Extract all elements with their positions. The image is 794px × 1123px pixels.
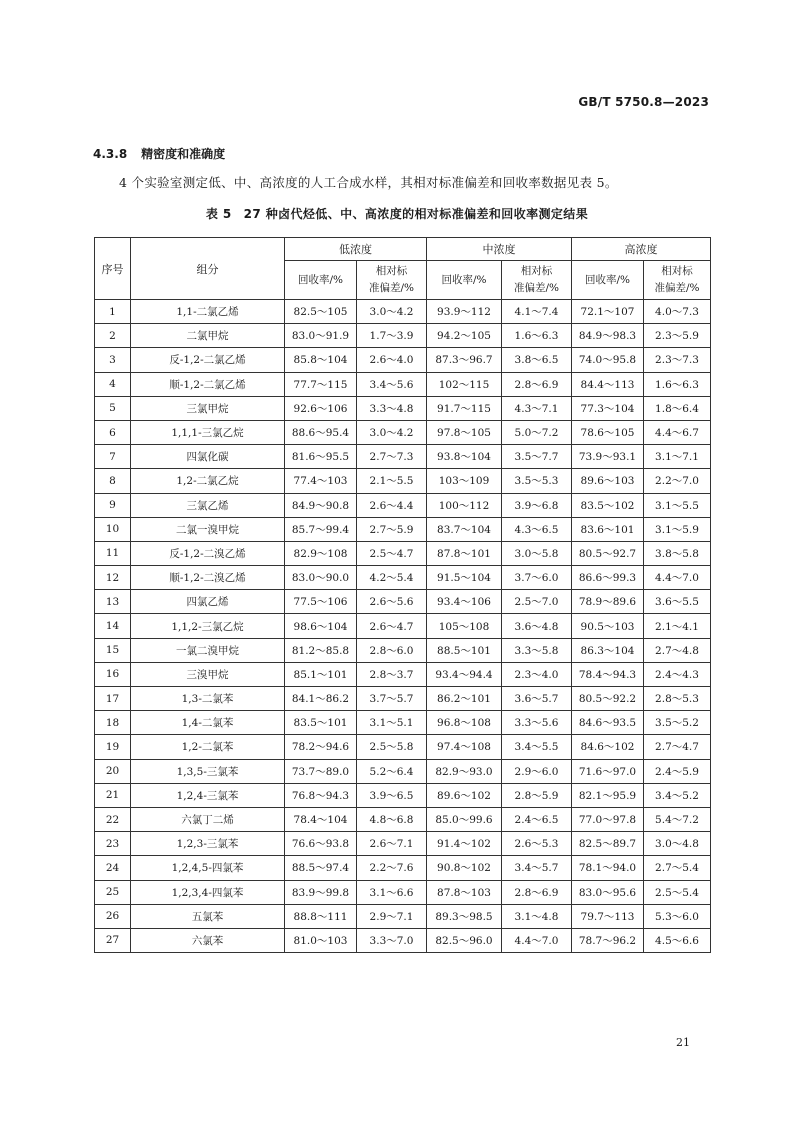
cell-high-rsd: 4.4～6.7 — [644, 420, 711, 444]
cell-high-rsd: 4.0～7.3 — [644, 300, 711, 324]
cell-index: 18 — [95, 711, 131, 735]
table-row — [95, 517, 711, 541]
cell-low-recovery: 82.5～105 — [285, 300, 357, 324]
cell-mid-recovery: 97.4～108 — [427, 735, 502, 759]
cell-low-rsd: 1.7～3.9 — [357, 324, 427, 348]
cell-low-rsd: 4.2～5.4 — [357, 566, 427, 590]
cell-mid-recovery: 91.7～115 — [427, 396, 502, 420]
cell-low-rsd: 5.2～6.4 — [357, 759, 427, 783]
cell-high-recovery: 80.5～92.2 — [572, 687, 644, 711]
cell-component: 四氯乙烯 — [131, 590, 285, 614]
header-component: 组分 — [131, 238, 285, 300]
cell-low-recovery: 84.1～86.2 — [285, 687, 357, 711]
cell-component: 三溴甲烷 — [131, 662, 285, 686]
cell-mid-recovery: 89.6～102 — [427, 783, 502, 807]
cell-mid-recovery: 90.8～102 — [427, 856, 502, 880]
cell-component: 二氯甲烷 — [131, 324, 285, 348]
cell-high-rsd: 4.5～6.6 — [644, 928, 711, 952]
cell-high-rsd: 3.0～4.8 — [644, 832, 711, 856]
cell-index: 26 — [95, 904, 131, 928]
cell-high-rsd: 1.6～6.3 — [644, 372, 711, 396]
cell-low-recovery: 73.7～89.0 — [285, 759, 357, 783]
cell-mid-recovery: 87.3～96.7 — [427, 348, 502, 372]
cell-high-rsd: 2.5～5.4 — [644, 880, 711, 904]
body-paragraph: 4 个实验室测定低、中、高浓度的人工合成水样，其相对标准偏差和回收率数据见表 5。 — [119, 175, 618, 190]
cell-component: 顺-1,2-二氯乙烯 — [131, 372, 285, 396]
cell-index: 6 — [95, 420, 131, 444]
cell-mid-rsd: 2.4～6.5 — [502, 807, 572, 831]
cell-high-recovery: 83.6～101 — [572, 517, 644, 541]
cell-mid-rsd: 3.3～5.6 — [502, 711, 572, 735]
cell-mid-recovery: 82.9～93.0 — [427, 759, 502, 783]
cell-index: 21 — [95, 783, 131, 807]
table-row — [95, 541, 711, 565]
cell-high-recovery: 80.5～92.7 — [572, 541, 644, 565]
cell-index: 27 — [95, 928, 131, 952]
table-caption — [0, 205, 794, 222]
header-high-rsd — [644, 261, 711, 300]
cell-low-recovery: 77.4～103 — [285, 469, 357, 493]
header-high-concentration: 高浓度 — [572, 238, 711, 261]
cell-mid-recovery: 87.8～101 — [427, 541, 502, 565]
rsd-line-2: 准偏差/% — [513, 282, 559, 294]
cell-low-rsd: 2.6～4.0 — [357, 348, 427, 372]
cell-low-rsd: 2.6～7.1 — [357, 832, 427, 856]
table-row — [95, 566, 711, 590]
cell-index: 15 — [95, 638, 131, 662]
cell-high-recovery: 90.5～103 — [572, 614, 644, 638]
cell-index: 11 — [95, 541, 131, 565]
cell-low-recovery: 78.2～94.6 — [285, 735, 357, 759]
cell-mid-rsd: 3.8～6.5 — [502, 348, 572, 372]
section-title: 精密度和准确度 — [141, 147, 226, 161]
cell-low-recovery: 92.6～106 — [285, 396, 357, 420]
cell-low-rsd: 3.9～6.5 — [357, 783, 427, 807]
cell-index: 12 — [95, 566, 131, 590]
cell-mid-rsd: 3.4～5.5 — [502, 735, 572, 759]
rsd-line-1: 相对标 — [520, 265, 553, 277]
rsd-line-2: 准偏差/% — [654, 282, 700, 294]
table-row — [95, 614, 711, 638]
table-row — [95, 928, 711, 952]
cell-low-rsd: 3.7～5.7 — [357, 687, 427, 711]
cell-low-recovery: 98.6～104 — [285, 614, 357, 638]
cell-high-recovery: 79.7～113 — [572, 904, 644, 928]
page-number: 21 — [676, 1036, 690, 1049]
cell-component: 三氯乙烯 — [131, 493, 285, 517]
cell-mid-rsd: 4.3～6.5 — [502, 517, 572, 541]
cell-component: 1,2,3-三氯苯 — [131, 832, 285, 856]
cell-high-recovery: 84.6～93.5 — [572, 711, 644, 735]
standard-code: GB/T 5750.8—2023 — [578, 95, 709, 109]
cell-index: 1 — [95, 300, 131, 324]
cell-component: 五氯苯 — [131, 904, 285, 928]
cell-high-rsd: 2.7～4.7 — [644, 735, 711, 759]
cell-low-recovery: 81.6～95.5 — [285, 445, 357, 469]
cell-high-rsd: 1.8～6.4 — [644, 396, 711, 420]
cell-low-rsd: 2.8～6.0 — [357, 638, 427, 662]
cell-low-rsd: 3.4～5.6 — [357, 372, 427, 396]
cell-low-rsd: 3.0～4.2 — [357, 300, 427, 324]
cell-high-rsd: 2.3～5.9 — [644, 324, 711, 348]
cell-component: 1,2,4,5-四氯苯 — [131, 856, 285, 880]
cell-component: 二氯一溴甲烷 — [131, 517, 285, 541]
cell-mid-rsd: 2.3～4.0 — [502, 662, 572, 686]
table-row — [95, 493, 711, 517]
section-number: 4.3.8 — [93, 147, 128, 161]
cell-low-recovery: 81.0～103 — [285, 928, 357, 952]
cell-mid-recovery: 102～115 — [427, 372, 502, 396]
cell-mid-rsd: 3.9～6.8 — [502, 493, 572, 517]
cell-low-rsd: 2.7～7.3 — [357, 445, 427, 469]
cell-high-rsd: 2.7～5.4 — [644, 856, 711, 880]
cell-mid-rsd: 4.3～7.1 — [502, 396, 572, 420]
cell-high-recovery: 83.0～95.6 — [572, 880, 644, 904]
cell-mid-recovery: 93.4～94.4 — [427, 662, 502, 686]
header-mid-rsd — [502, 261, 572, 300]
table-row — [95, 348, 711, 372]
table-row — [95, 324, 711, 348]
header-low-rsd — [357, 261, 427, 300]
cell-mid-rsd: 2.9～6.0 — [502, 759, 572, 783]
cell-component: 1,3,5-三氯苯 — [131, 759, 285, 783]
cell-low-rsd: 2.5～5.8 — [357, 735, 427, 759]
cell-mid-recovery: 105～108 — [427, 614, 502, 638]
table-row — [95, 372, 711, 396]
cell-low-rsd: 3.1～6.6 — [357, 880, 427, 904]
cell-index: 19 — [95, 735, 131, 759]
cell-low-recovery: 83.5～101 — [285, 711, 357, 735]
cell-mid-rsd: 3.6～4.8 — [502, 614, 572, 638]
cell-mid-rsd: 3.4～5.7 — [502, 856, 572, 880]
cell-high-recovery: 71.6～97.0 — [572, 759, 644, 783]
cell-component: 六氯苯 — [131, 928, 285, 952]
cell-low-rsd: 2.2～7.6 — [357, 856, 427, 880]
cell-high-rsd: 2.4～4.3 — [644, 662, 711, 686]
cell-high-recovery: 78.4～94.3 — [572, 662, 644, 686]
cell-mid-rsd: 1.6～6.3 — [502, 324, 572, 348]
header-row-1 — [95, 238, 711, 261]
header-low-recovery: 回收率/% — [285, 261, 357, 300]
cell-mid-rsd: 3.3～5.8 — [502, 638, 572, 662]
cell-component: 1,3-二氯苯 — [131, 687, 285, 711]
cell-high-rsd: 2.3～7.3 — [644, 348, 711, 372]
cell-high-recovery: 86.6～99.3 — [572, 566, 644, 590]
table-row — [95, 783, 711, 807]
header-high-recovery: 回收率/% — [572, 261, 644, 300]
cell-high-recovery: 73.9～93.1 — [572, 445, 644, 469]
cell-component: 1,2,4-三氯苯 — [131, 783, 285, 807]
cell-high-recovery: 77.3～104 — [572, 396, 644, 420]
cell-low-rsd: 2.9～7.1 — [357, 904, 427, 928]
cell-high-rsd: 3.1～5.9 — [644, 517, 711, 541]
cell-mid-rsd: 2.8～5.9 — [502, 783, 572, 807]
cell-component: 1,2-二氯乙烷 — [131, 469, 285, 493]
cell-high-rsd: 3.5～5.2 — [644, 711, 711, 735]
table-row — [95, 807, 711, 831]
cell-mid-rsd: 2.8～6.9 — [502, 372, 572, 396]
cell-mid-recovery: 91.5～104 — [427, 566, 502, 590]
header-low-concentration: 低浓度 — [285, 238, 427, 261]
cell-high-rsd: 3.1～7.1 — [644, 445, 711, 469]
cell-low-rsd: 2.7～5.9 — [357, 517, 427, 541]
cell-component: 1,4-二氯苯 — [131, 711, 285, 735]
cell-mid-rsd: 2.5～7.0 — [502, 590, 572, 614]
cell-index: 23 — [95, 832, 131, 856]
cell-low-recovery: 85.7～99.4 — [285, 517, 357, 541]
section-heading — [93, 145, 225, 162]
table-row — [95, 759, 711, 783]
cell-mid-rsd: 4.1～7.4 — [502, 300, 572, 324]
header-mid-concentration: 中浓度 — [427, 238, 572, 261]
cell-low-rsd: 2.8～3.7 — [357, 662, 427, 686]
table-caption-title: 27 种卤代烃低、中、高浓度的相对标准偏差和回收率测定结果 — [243, 207, 589, 221]
cell-mid-rsd: 2.8～6.9 — [502, 880, 572, 904]
cell-low-rsd: 2.1～5.5 — [357, 469, 427, 493]
cell-high-recovery: 84.6～102 — [572, 735, 644, 759]
cell-mid-recovery: 91.4～102 — [427, 832, 502, 856]
cell-low-recovery: 88.6～95.4 — [285, 420, 357, 444]
cell-low-rsd: 3.3～4.8 — [357, 396, 427, 420]
cell-high-rsd: 3.6～5.5 — [644, 590, 711, 614]
rsd-line-1: 相对标 — [375, 265, 408, 277]
cell-mid-rsd: 4.4～7.0 — [502, 928, 572, 952]
table-row — [95, 638, 711, 662]
cell-low-recovery: 77.5～106 — [285, 590, 357, 614]
cell-index: 13 — [95, 590, 131, 614]
cell-mid-recovery: 83.7～104 — [427, 517, 502, 541]
cell-low-recovery: 83.0～91.9 — [285, 324, 357, 348]
table-row — [95, 590, 711, 614]
cell-index: 22 — [95, 807, 131, 831]
cell-mid-recovery: 100～112 — [427, 493, 502, 517]
table-caption-number: 表 5 — [205, 207, 232, 221]
cell-mid-recovery: 94.2～105 — [427, 324, 502, 348]
cell-mid-recovery: 103～109 — [427, 469, 502, 493]
cell-low-rsd: 2.5～4.7 — [357, 541, 427, 565]
table-row — [95, 687, 711, 711]
cell-mid-rsd: 3.7～6.0 — [502, 566, 572, 590]
cell-component: 反-1,2-二氯乙烯 — [131, 348, 285, 372]
cell-high-recovery: 86.3～104 — [572, 638, 644, 662]
cell-low-recovery: 88.5～97.4 — [285, 856, 357, 880]
cell-index: 10 — [95, 517, 131, 541]
cell-high-recovery: 74.0～95.8 — [572, 348, 644, 372]
cell-high-recovery: 78.1～94.0 — [572, 856, 644, 880]
cell-high-recovery: 83.5～102 — [572, 493, 644, 517]
cell-high-rsd: 2.7～4.8 — [644, 638, 711, 662]
table-row — [95, 662, 711, 686]
header-mid-recovery: 回收率/% — [427, 261, 502, 300]
cell-high-rsd: 2.8～5.3 — [644, 687, 711, 711]
cell-component: 1,1,1-三氯乙烷 — [131, 420, 285, 444]
table-row — [95, 904, 711, 928]
cell-high-rsd: 3.1～5.5 — [644, 493, 711, 517]
cell-mid-rsd: 3.5～7.7 — [502, 445, 572, 469]
cell-high-recovery: 84.4～113 — [572, 372, 644, 396]
cell-low-recovery: 85.8～104 — [285, 348, 357, 372]
cell-mid-recovery: 86.2～101 — [427, 687, 502, 711]
cell-low-recovery: 82.9～108 — [285, 541, 357, 565]
cell-low-recovery: 84.9～90.8 — [285, 493, 357, 517]
cell-high-recovery: 82.5～89.7 — [572, 832, 644, 856]
table-row — [95, 469, 711, 493]
cell-index: 4 — [95, 372, 131, 396]
header-index: 序号 — [95, 238, 131, 300]
table-row — [95, 300, 711, 324]
cell-mid-recovery: 88.5～101 — [427, 638, 502, 662]
cell-low-recovery: 85.1～101 — [285, 662, 357, 686]
cell-low-recovery: 77.7～115 — [285, 372, 357, 396]
cell-high-rsd: 2.2～7.0 — [644, 469, 711, 493]
table-row — [95, 856, 711, 880]
cell-low-recovery: 88.8～111 — [285, 904, 357, 928]
table-row — [95, 396, 711, 420]
cell-component: 一氯二溴甲烷 — [131, 638, 285, 662]
cell-high-recovery: 84.9～98.3 — [572, 324, 644, 348]
cell-mid-rsd: 3.0～5.8 — [502, 541, 572, 565]
table-row — [95, 880, 711, 904]
table-body — [95, 300, 711, 953]
cell-high-rsd: 5.3～6.0 — [644, 904, 711, 928]
cell-low-recovery: 76.6～93.8 — [285, 832, 357, 856]
cell-low-recovery: 83.9～99.8 — [285, 880, 357, 904]
cell-component: 反-1,2-二溴乙烯 — [131, 541, 285, 565]
cell-low-rsd: 2.6～4.4 — [357, 493, 427, 517]
cell-high-recovery: 82.1～95.9 — [572, 783, 644, 807]
rsd-line-1: 相对标 — [661, 265, 693, 277]
cell-index: 3 — [95, 348, 131, 372]
cell-low-rsd: 3.0～4.2 — [357, 420, 427, 444]
cell-high-recovery: 78.7～96.2 — [572, 928, 644, 952]
cell-mid-rsd: 3.6～5.7 — [502, 687, 572, 711]
cell-low-recovery: 78.4～104 — [285, 807, 357, 831]
cell-high-rsd: 2.4～5.9 — [644, 759, 711, 783]
cell-mid-recovery: 87.8～103 — [427, 880, 502, 904]
cell-index: 17 — [95, 687, 131, 711]
cell-index: 2 — [95, 324, 131, 348]
cell-mid-recovery: 93.8～104 — [427, 445, 502, 469]
cell-component: 1,2-二氯苯 — [131, 735, 285, 759]
table-row — [95, 711, 711, 735]
cell-low-rsd: 3.1～5.1 — [357, 711, 427, 735]
rsd-line-2: 准偏差/% — [368, 282, 414, 294]
cell-component: 六氯丁二烯 — [131, 807, 285, 831]
cell-high-recovery: 78.6～105 — [572, 420, 644, 444]
cell-high-rsd: 3.8～5.8 — [644, 541, 711, 565]
cell-high-recovery: 78.9～89.6 — [572, 590, 644, 614]
cell-mid-rsd: 3.1～4.8 — [502, 904, 572, 928]
cell-mid-rsd: 5.0～7.2 — [502, 420, 572, 444]
table-row — [95, 832, 711, 856]
cell-high-recovery: 89.6～103 — [572, 469, 644, 493]
cell-high-rsd: 2.1～4.1 — [644, 614, 711, 638]
cell-mid-rsd: 2.6～5.3 — [502, 832, 572, 856]
cell-mid-recovery: 96.8～108 — [427, 711, 502, 735]
cell-index: 7 — [95, 445, 131, 469]
cell-index: 24 — [95, 856, 131, 880]
cell-mid-recovery: 97.8～105 — [427, 420, 502, 444]
cell-index: 20 — [95, 759, 131, 783]
table-row — [95, 735, 711, 759]
cell-component: 1,1-二氯乙烯 — [131, 300, 285, 324]
cell-high-recovery: 72.1～107 — [572, 300, 644, 324]
cell-high-rsd: 3.4～5.2 — [644, 783, 711, 807]
cell-low-rsd: 2.6～5.6 — [357, 590, 427, 614]
cell-low-recovery: 81.2～85.8 — [285, 638, 357, 662]
cell-index: 5 — [95, 396, 131, 420]
cell-low-recovery: 76.8～94.3 — [285, 783, 357, 807]
cell-low-rsd: 3.3～7.0 — [357, 928, 427, 952]
table-row — [95, 420, 711, 444]
cell-component: 三氯甲烷 — [131, 396, 285, 420]
cell-index: 25 — [95, 880, 131, 904]
cell-low-rsd: 2.6～4.7 — [357, 614, 427, 638]
cell-low-recovery: 83.0～90.0 — [285, 566, 357, 590]
cell-mid-rsd: 3.5～5.3 — [502, 469, 572, 493]
cell-index: 14 — [95, 614, 131, 638]
cell-index: 8 — [95, 469, 131, 493]
cell-component: 1,2,3,4-四氯苯 — [131, 880, 285, 904]
cell-index: 16 — [95, 662, 131, 686]
cell-mid-recovery: 93.9～112 — [427, 300, 502, 324]
results-table — [94, 237, 711, 953]
cell-component: 顺-1,2-二溴乙烯 — [131, 566, 285, 590]
cell-high-rsd: 4.4～7.0 — [644, 566, 711, 590]
cell-mid-recovery: 85.0～99.6 — [427, 807, 502, 831]
cell-component: 四氯化碳 — [131, 445, 285, 469]
cell-mid-recovery: 93.4～106 — [427, 590, 502, 614]
cell-mid-recovery: 89.3～98.5 — [427, 904, 502, 928]
cell-high-recovery: 77.0～97.8 — [572, 807, 644, 831]
cell-component: 1,1,2-三氯乙烷 — [131, 614, 285, 638]
table-row — [95, 445, 711, 469]
cell-low-rsd: 4.8～6.8 — [357, 807, 427, 831]
cell-high-rsd: 5.4～7.2 — [644, 807, 711, 831]
cell-index: 9 — [95, 493, 131, 517]
cell-mid-recovery: 82.5～96.0 — [427, 928, 502, 952]
